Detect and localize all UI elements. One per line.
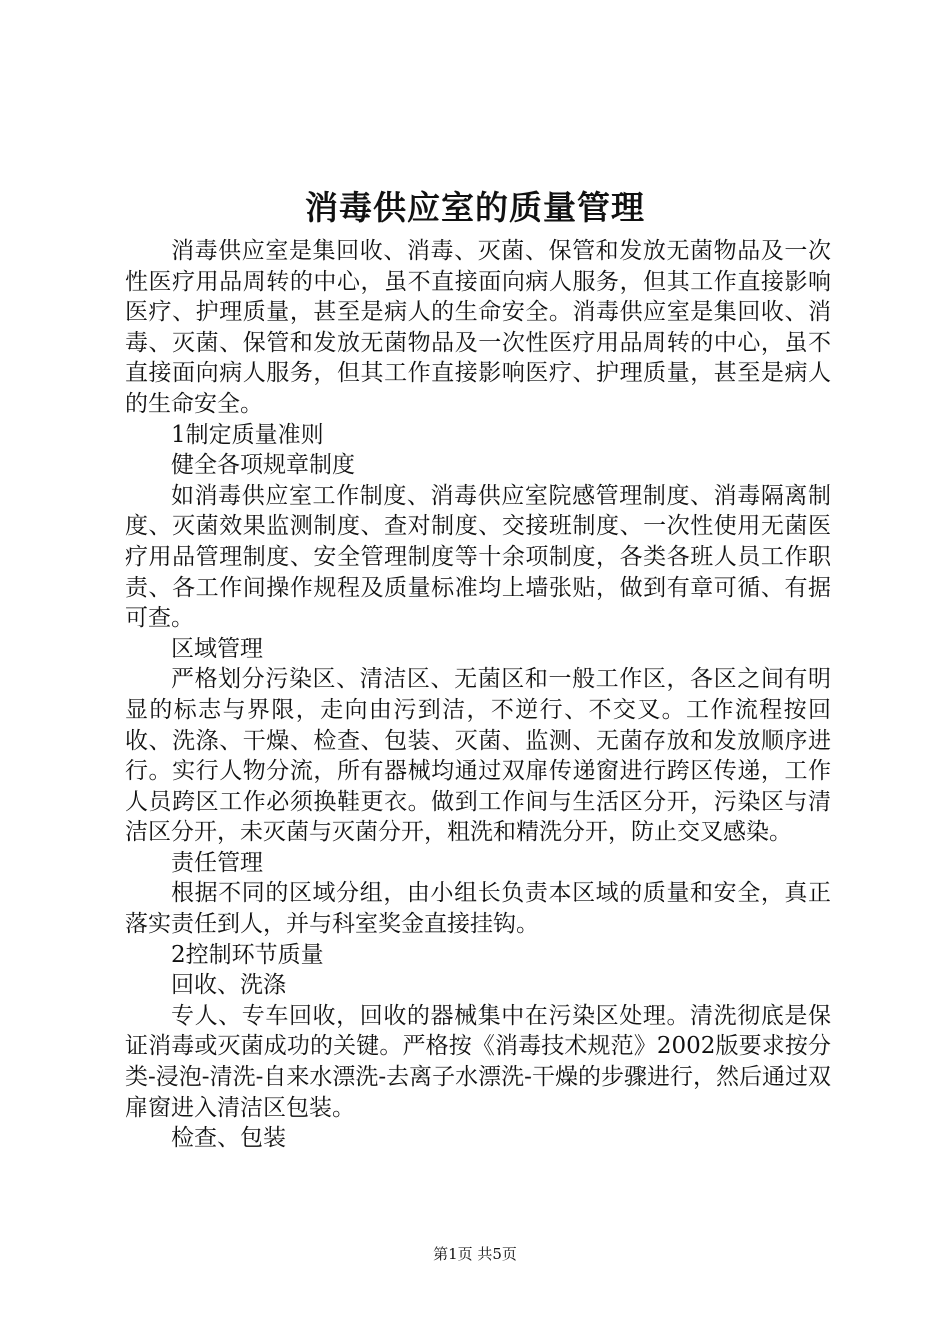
paragraph: 专人、专车回收，回收的器械集中在污染区处理。清洗彻底是保证消毒或灭菌成功的关键。严格按《消毒技术规范》2002版要求按分类-浸泡-清洗-自来水漂洗-去离子水漂洗-干燥的步骤进行，然后通过双扉窗进入清洁区包装。 <box>125 1002 831 1121</box>
subsection-heading: 健全各项规章制度 <box>171 452 355 479</box>
document-body <box>125 236 831 1154</box>
subsection-heading: 检查、包装 <box>171 1125 286 1152</box>
paragraph: 根据不同的区域分组，由小组长负责本区域的质量和安全，真正落实责任到人，并与科室奖金直接挂钩。 <box>125 880 831 938</box>
paragraph: 如消毒供应室工作制度、消毒供应室院感管理制度、消毒隔离制度、灭菌效果监测制度、查对制度、交接班制度、一次性使用无菌医疗用品管理制度、安全管理制度等十余项制度，各类各班人员工作职责、各工作间操作规程及质量标准均上墙张贴，做到有章可循、有据可查。 <box>125 482 831 632</box>
subsection-heading: 区域管理 <box>171 635 263 662</box>
paragraph: 消毒供应室是集回收、消毒、灭菌、保管和发放无菌物品及一次性医疗用品周转的中心，虽不直接面向病人服务，但其工作直接影响医疗、护理质量，甚至是病人的生命安全。消毒供应室是集回收、消毒、灭菌、保管和发放无菌物品及一次性医疗用品周转的中心，虽不直接面向病人服务，但其工作直接影响医疗、护理质量，甚至是病人的生命安全。 <box>125 238 831 417</box>
page-footer: 第1页 共5页 <box>433 1245 517 1263</box>
paragraph: 严格划分污染区、清洁区、无菌区和一般工作区，各区之间有明显的标志与界限，走向由污到洁，不逆行、不交叉。工作流程按回收、洗涤、干燥、检查、包装、灭菌、监测、无菌存放和发放顺序进行。实行人物分流，所有器械均通过双扉传递窗进行跨区传递，工作人员跨区工作必须换鞋更衣。做到工作间与生活区分开，污染区与清洁区分开，未灭菌与灭菌分开，粗洗和精洗分开，防止交叉感染。 <box>125 666 831 846</box>
subsection-heading: 回收、洗涤 <box>171 972 286 999</box>
document-title: 消毒供应室的质量管理 <box>305 188 645 227</box>
subsection-heading: 责任管理 <box>171 849 263 876</box>
section-heading: 1制定质量准则 <box>171 421 324 448</box>
section-heading: 2控制环节质量 <box>171 941 324 968</box>
